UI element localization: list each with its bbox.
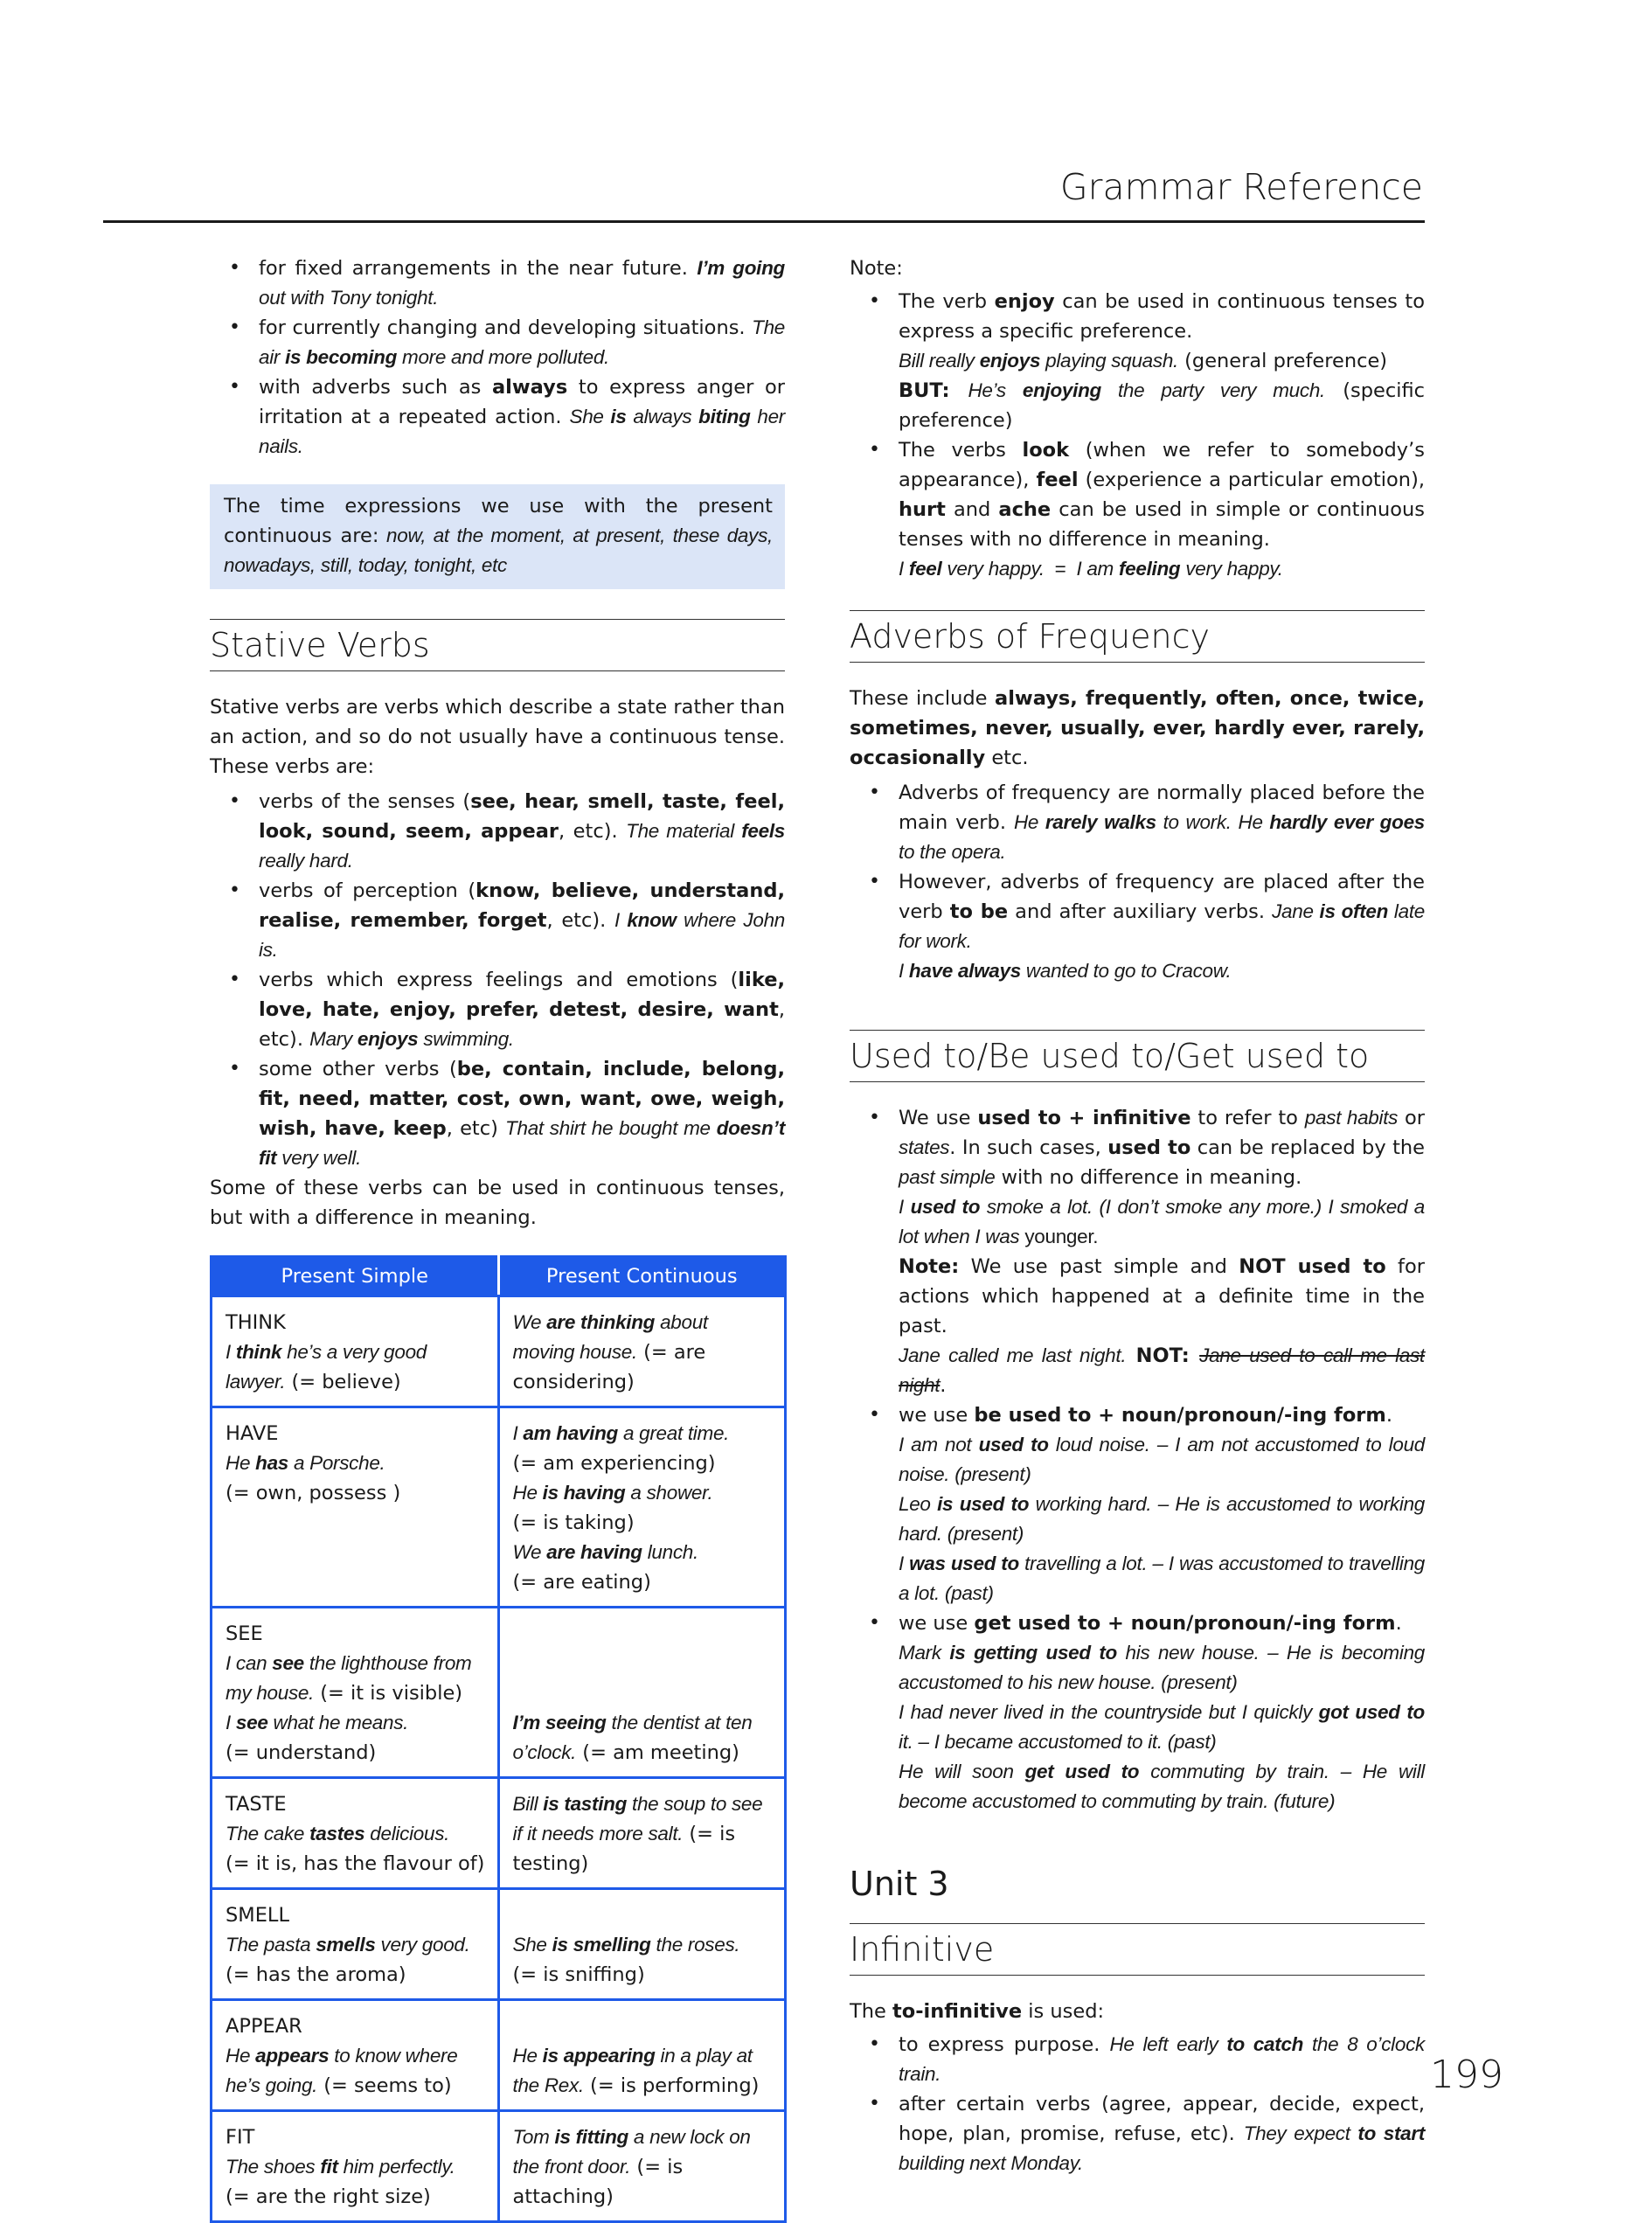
present-continuous-cell <box>498 2111 786 2222</box>
page-number: 199 <box>1430 2053 1503 2097</box>
example-line: (= is sniffing) <box>512 1963 645 1986</box>
section-title-adverbs-of-frequency: Adverbs of Frequency <box>850 610 1425 663</box>
list-item: • Adverbs of frequency are normally placed before the main verb. He rarely walks to work. He hardly ever goes to the opera. <box>850 778 1425 867</box>
verb-label: FIT <box>226 2126 255 2149</box>
example-line: We are thinking about moving house. (= are considering) <box>512 1311 708 1393</box>
example-line: She is smelling the roses. <box>512 1934 740 1956</box>
list-item: • some other verbs (be, contain, include, belong, fit, need, matter, cost, own, want, owe, weigh, wish, have, keep, etc) That shirt he bought me doesn’t fit very well. <box>210 1054 785 1173</box>
present-simple-cell <box>212 2000 499 2111</box>
example-line: (= it is, has the flavour of) <box>226 1852 485 1875</box>
list-item: • we use be used to + noun/pronoun/-ing form. I am not used to loud noise. – I am not accustomed to loud noise. (present) Leo is used to working hard. – He is accustomed to working hard. (present) I was used to travelling a lot. – I was accustomed to travelling a lot. (past) <box>850 1400 1425 1608</box>
table-body <box>212 1296 786 2222</box>
example-line: I can see the lighthouse from my house. (= it is visible) <box>226 1652 472 1705</box>
section-title-used-to: Used to/Be used to/Get used to <box>850 1030 1425 1082</box>
example-line: (= own, possess ) <box>226 1482 401 1504</box>
list-item: • However, adverbs of frequency are placed after the verb to be and after auxiliary verbs. Jane is often late for work. I have always wanted to go to Cracow. <box>850 867 1425 986</box>
list-item: • verbs which express feelings and emotions (like, love, hate, enjoy, prefer, detest, desire, want, etc). Mary enjoys swimming. <box>210 965 785 1054</box>
verb-label: HAVE <box>226 1422 279 1445</box>
column-header-present-continuous: Present Continuous <box>498 1257 786 1296</box>
note-label: Note: <box>850 257 903 280</box>
list-item: • The verbs look (when we refer to somebody’s appearance), feel (experience a particular emotion), hurt and ache can be used in simple or continuous tenses with no difference in meaning. I feel very happy. = I am feeling very happy. <box>850 435 1425 584</box>
right-column <box>850 254 1425 2178</box>
frequency-rules-list <box>850 778 1425 986</box>
list-item: • for fixed arrangements in the near future. I’m going out with Tony tonight. <box>210 254 785 313</box>
present-continuous-cell <box>498 1889 786 2000</box>
list-item: • We use used to + infinitive to refer to past habits or states. In such cases, used to can be replaced by the past simple with no difference in meaning. I used to smoke a lot. (I don’t smoke any more.) I smoked a lot when I was younger. Note: We use past simple and NOT used to for actions which happened at a definite time in the past. Jane called me last night. NOT: Jane used to call me last night. <box>850 1103 1425 1400</box>
unit-title: Unit 3 <box>850 1865 949 1903</box>
example-line: The pasta smells very good. <box>226 1934 470 1956</box>
example-line: He has a Porsche. <box>226 1452 385 1474</box>
example-line: (= are eating) <box>512 1571 651 1594</box>
verb-label: APPEAR <box>226 2015 302 2038</box>
table-row <box>212 1608 786 1778</box>
used-to-list <box>850 1103 1425 1817</box>
present-continuous-cell <box>498 1608 786 1778</box>
table-row <box>212 1778 786 1889</box>
time-expressions-note-box: The time expressions we use with the present continuous are: now, at the moment, at present, these days, nowadays, still, today, tonight, etc <box>210 484 785 589</box>
stative-comparison-table <box>210 1255 787 2223</box>
example-line: (= are the right size) <box>226 2185 431 2208</box>
present-continuous-cell <box>498 1778 786 1889</box>
list-item: • after certain verbs (agree, appear, decide, expect, hope, plan, promise, refuse, etc). They expect to start building next Monday. <box>850 2089 1425 2178</box>
note-list <box>850 287 1425 584</box>
list-item: • The verb enjoy can be used in continuous tenses to express a specific preference. Bill really enjoys playing squash. (general preference) BUT: He’s enjoying the party very much. (specific preference) <box>850 287 1425 435</box>
example-line: Tom is fitting a new lock on the front door. (= is attaching) <box>512 2126 751 2208</box>
present-simple-cell <box>212 2111 499 2222</box>
table-row <box>212 1889 786 2000</box>
present-simple-cell <box>212 1407 499 1608</box>
present-continuous-cell <box>498 1407 786 1608</box>
example-line: The shoes fit him perfectly. <box>226 2156 455 2178</box>
list-item: • we use get used to + noun/pronoun/-ing form. Mark is getting used to his new house. – He is becoming accustomed to his new house. (present) I had never lived in the countryside but I quickly got used to it. – I became accustomed to it. (past) He will soon get used to commuting by train. – He will become accustomed to commuting by train. (future) <box>850 1608 1425 1817</box>
verb-label: SMELL <box>226 1904 289 1927</box>
infinitive-intro-paragraph: The to-infinitive is used: <box>850 2000 1105 2023</box>
section-title-stative-verbs: Stative Verbs <box>210 619 785 671</box>
present-continuous-cell <box>498 1296 786 1407</box>
list-item: • verbs of perception (know, believe, understand, realise, remember, forget, etc). I know where John is. <box>210 876 785 965</box>
present-simple-cell <box>212 1889 499 2000</box>
example-line: (= is taking) <box>512 1511 635 1534</box>
header-rule <box>103 220 1425 223</box>
example-line: We are having lunch. <box>512 1541 698 1563</box>
example-line: He is having a shower. <box>512 1482 713 1504</box>
example-line: I am having a great time. <box>512 1422 730 1444</box>
present-continuous-cell <box>498 2000 786 2111</box>
left-column <box>210 254 785 2223</box>
example-line: Bill is tasting the soup to see if it needs more salt. (= is testing) <box>512 1793 763 1875</box>
example-line: The cake tastes delicious. <box>226 1823 450 1844</box>
stative-intro-paragraph: Stative verbs are verbs which describe a state rather than an action, and so do not usually have a continuous tense. These verbs are: <box>210 696 785 778</box>
table-row <box>212 1407 786 1608</box>
present-simple-cell <box>212 1296 499 1407</box>
list-item: • to express purpose. He left early to catch the 8 o’clock train. <box>850 2030 1425 2089</box>
example-line: I’m seeing the dentist at ten o’clock. (= am meeting) <box>512 1712 753 1764</box>
present-simple-cell <box>212 1778 499 1889</box>
list-item: • with adverbs such as always to express anger or irritation at a repeated action. She is always biting her nails. <box>210 372 785 462</box>
verb-label: SEE <box>226 1622 263 1645</box>
verb-label: TASTE <box>226 1793 287 1816</box>
present-simple-cell <box>212 1608 499 1778</box>
example-line: (= has the aroma) <box>226 1963 406 1986</box>
example-line: (= am experiencing) <box>512 1452 716 1475</box>
column-header-present-simple: Present Simple <box>212 1257 499 1296</box>
example-line: I think he’s a very good lawyer. (= believe) <box>226 1341 427 1393</box>
table-header-row <box>212 1257 786 1296</box>
table-row <box>212 2111 786 2222</box>
frequency-intro-paragraph: These include always, frequently, often, once, twice, sometimes, never, usually, ever, hardly ever, rarely, occasionally etc. <box>850 687 1425 769</box>
running-header-title: Grammar Reference <box>1059 166 1423 208</box>
section-title-infinitive: Infinitive <box>850 1923 1425 1976</box>
example-line: I see what he means. <box>226 1712 409 1733</box>
stative-outro-paragraph: Some of these verbs can be used in continuous tenses, but with a difference in meaning. <box>210 1177 785 1229</box>
verb-label: THINK <box>226 1311 286 1334</box>
infinitive-uses-list <box>850 2030 1425 2178</box>
stative-verb-groups-list <box>210 787 785 1173</box>
example-line: (= understand) <box>226 1741 377 1764</box>
table-row <box>212 2000 786 2111</box>
present-continuous-uses-list <box>210 254 785 462</box>
table-row <box>212 1296 786 1407</box>
list-item: • verbs of the senses (see, hear, smell, taste, feel, look, sound, seem, appear, etc). The material feels really hard. <box>210 787 785 876</box>
example-line: He appears to know where he’s going. (= seems to) <box>226 2045 458 2097</box>
list-item: • for currently changing and developing situations. The air is becoming more and more polluted. <box>210 313 785 372</box>
example-line: He is appearing in a play at the Rex. (= is performing) <box>512 2045 760 2097</box>
